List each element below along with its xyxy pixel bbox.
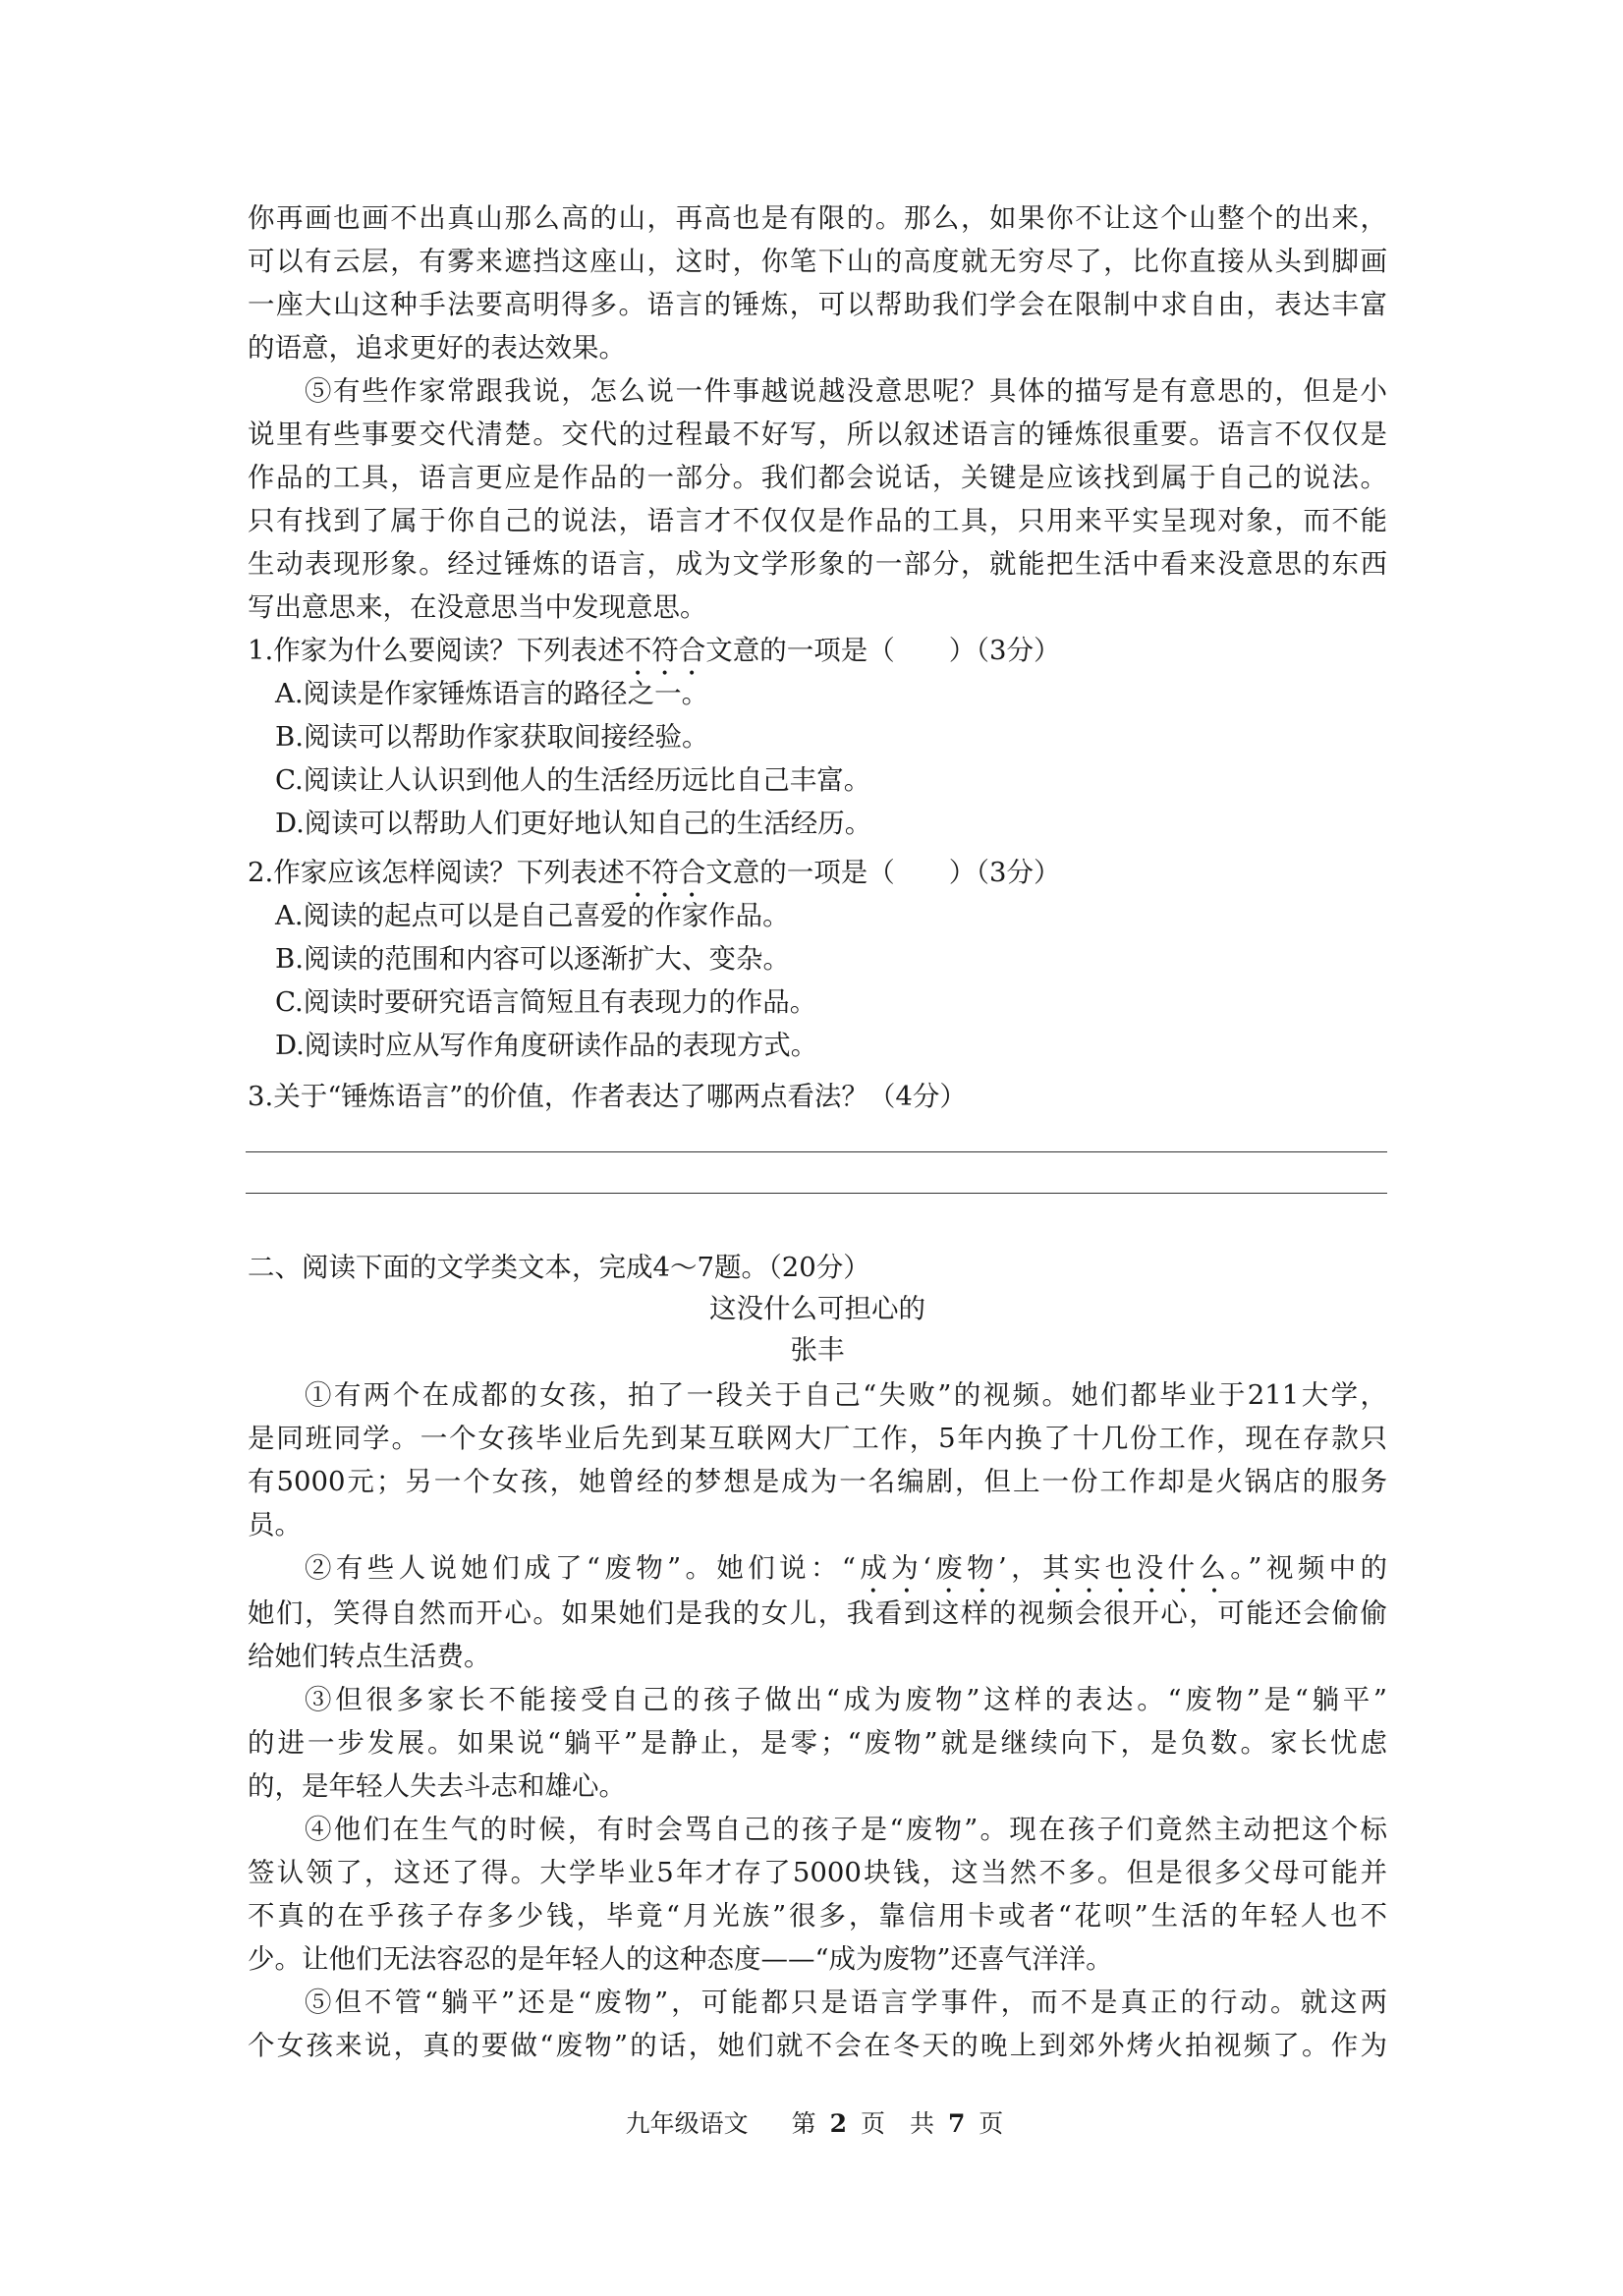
emphasis-text: 不符合 xyxy=(624,857,706,888)
passage-line: 说里有些事要交代清楚。交代的过程最不好写，所以叙述语言的锤炼很重要。语言不仅仅是 xyxy=(248,419,1387,450)
passage-line: 生动表现形象。经过锤炼的语言，成为文学形象的一部分，就能把生活中看来没意思的东西 xyxy=(248,548,1387,580)
passage-line: 个女孩来说，真的要做“废物”的话，她们就不会在冬天的晚上到郊外烤火拍视频了。作为 xyxy=(248,2030,1387,2061)
passage-line: 你再画也画不出真山那么高的山，再高也是有限的。那么，如果你不让这个山整个的出来， xyxy=(248,202,1387,234)
question-stem xyxy=(248,629,1387,672)
question-stem: 3.关于“锤炼语言”的价值，作者表达了哪两点看法？（4分） xyxy=(248,1081,967,1112)
line-text: 。”视频中的 xyxy=(1230,1552,1387,1584)
stem-text: 2.作家应该怎样阅读？下列表述 xyxy=(248,857,625,888)
option-d: D.阅读时应从写作角度研读作品的表现方式。 xyxy=(275,1030,818,1061)
option-b: B.阅读可以帮助作家获取间接经验。 xyxy=(275,721,709,753)
option-c: C.阅读时要研究语言简短且有表现力的作品。 xyxy=(275,986,817,1018)
article-author: 张丰 xyxy=(790,1334,845,1366)
emphasis-text: 不符合 xyxy=(624,635,706,666)
footer-text: 页 xyxy=(979,2109,1004,2138)
passage-line: ④他们在生气的时候，有时会骂自己的孩子是“废物”。现在孩子们竟然主动把这个标 xyxy=(305,1814,1387,1845)
passage-line: 少。让他们无法容忍的是年轻人的这种态度——“成为废物”还喜气洋洋。 xyxy=(248,1943,1113,1975)
passage-line: ⑤但不管“躺平”还是“废物”，可能都只是语言学事件，而不是真正的行动。就这两 xyxy=(305,1987,1387,2018)
passage-line: 不真的在乎孩子存多少钱，毕竟“月光族”很多，靠信用卡或者“花呗”生活的年轻人也不 xyxy=(248,1900,1387,1932)
passage-line: 一座大山这种手法要高明得多。语言的锤炼，可以帮助我们学会在限制中求自由，表达丰富 xyxy=(248,289,1387,320)
footer-text: 第 xyxy=(791,2109,816,2138)
question-2 xyxy=(248,851,1387,1067)
answer-line[interactable] xyxy=(246,1151,1387,1152)
section-2-heading xyxy=(248,1246,1387,1289)
passage-line: ①有两个在成都的女孩，拍了一段关于自己“失败”的视频。她们都毕业于211大学， xyxy=(305,1379,1387,1411)
passage-line: ⑤有些作家常跟我说，怎么说一件事越说越没意思呢？具体的描写是有意思的，但是小 xyxy=(305,375,1387,407)
question-3 xyxy=(248,1075,1387,1118)
emphasis-text: 成为‘废物’，其实也没什么 xyxy=(856,1552,1231,1584)
question-1 xyxy=(248,629,1387,845)
passage-line: 可以有云层，有雾来遮挡这座山，这时，你笔下山的高度就无穷尽了，比你直接从头到脚画 xyxy=(248,246,1387,277)
passage-line: 是同班同学。一个女孩毕业后先到某互联网大厂工作，5年内换了十几份工作，现在存款只 xyxy=(248,1423,1387,1454)
answer-line[interactable] xyxy=(246,1193,1387,1194)
footer-subject: 九年级语文 xyxy=(625,2109,749,2138)
article-title: 这没什么可担心的 xyxy=(709,1293,925,1324)
passage-line: 的语意，追求更好的表达效果。 xyxy=(248,332,626,364)
question-stem xyxy=(248,851,1387,894)
page-footer xyxy=(248,2104,1387,2140)
passage-2 xyxy=(248,1373,1387,2067)
section-heading: 二、阅读下面的文学类文本，完成4～7题。（20分） xyxy=(248,1252,870,1283)
option-a: A.阅读是作家锤炼语言的路径之一。 xyxy=(275,678,709,709)
passage-line: 只有找到了属于你自己的说法，语言才不仅仅是作品的工具，只用来平实呈现对象，而不能 xyxy=(248,505,1387,536)
passage-line: 她们，笑得自然而开心。如果她们是我的女儿，我看到这样的视频会很开心，可能还会偷偷 xyxy=(248,1597,1387,1629)
footer-page-info xyxy=(786,2109,1010,2138)
passage-line: 给她们转点生活费。 xyxy=(248,1641,491,1672)
passage-line xyxy=(248,1546,1387,1592)
stem-text: 文意的一项是（ ）（3分） xyxy=(705,635,1061,666)
option-c: C.阅读让人认识到他人的生活经历远比自己丰富。 xyxy=(275,764,871,796)
passage-line: 有5000元；另一个女孩，她曾经的梦想是成为一名编剧，但上一份工作却是火锅店的服务 xyxy=(248,1466,1387,1497)
line-text: ②有些人说她们成了“废物”。她们说：“ xyxy=(305,1552,856,1584)
passage-line: 作品的工具，语言更应是作品的一部分。我们都会说话，关键是应该找到属于自己的说法。 xyxy=(248,462,1387,493)
passage-line: 写出意思来，在没意思当中发现意思。 xyxy=(248,591,707,623)
option-d: D.阅读可以帮助人们更好地认知自己的生活经历。 xyxy=(275,808,872,839)
page-number: 2 xyxy=(829,2109,848,2138)
page-total: 7 xyxy=(947,2109,966,2138)
passage-line: 员。 xyxy=(248,1509,302,1540)
passage-line: ③但很多家长不能接受自己的孩子做出“成为废物”这样的表达。“废物”是“躺平” xyxy=(305,1684,1387,1715)
passage-1 xyxy=(248,196,1387,629)
option-a: A.阅读的起点可以是自己喜爱的作家作品。 xyxy=(275,900,790,931)
stem-text: 文意的一项是（ ）（3分） xyxy=(705,857,1061,888)
passage-line: 的，是年轻人失去斗志和雄心。 xyxy=(248,1770,626,1802)
passage-line: 签认领了，这还了得。大学毕业5年才存了5000块钱，这当然不多。但是很多父母可能并 xyxy=(248,1857,1387,1888)
footer-text: 页 共 xyxy=(860,2109,934,2138)
stem-text: 1.作家为什么要阅读？下列表述 xyxy=(248,635,625,666)
passage-line: 的进一步发展。如果说“躺平”是静止，是零；“废物”就是继续向下，是负数。家长忧虑 xyxy=(248,1727,1387,1759)
option-b: B.阅读的范围和内容可以逐渐扩大、变杂。 xyxy=(275,943,790,975)
